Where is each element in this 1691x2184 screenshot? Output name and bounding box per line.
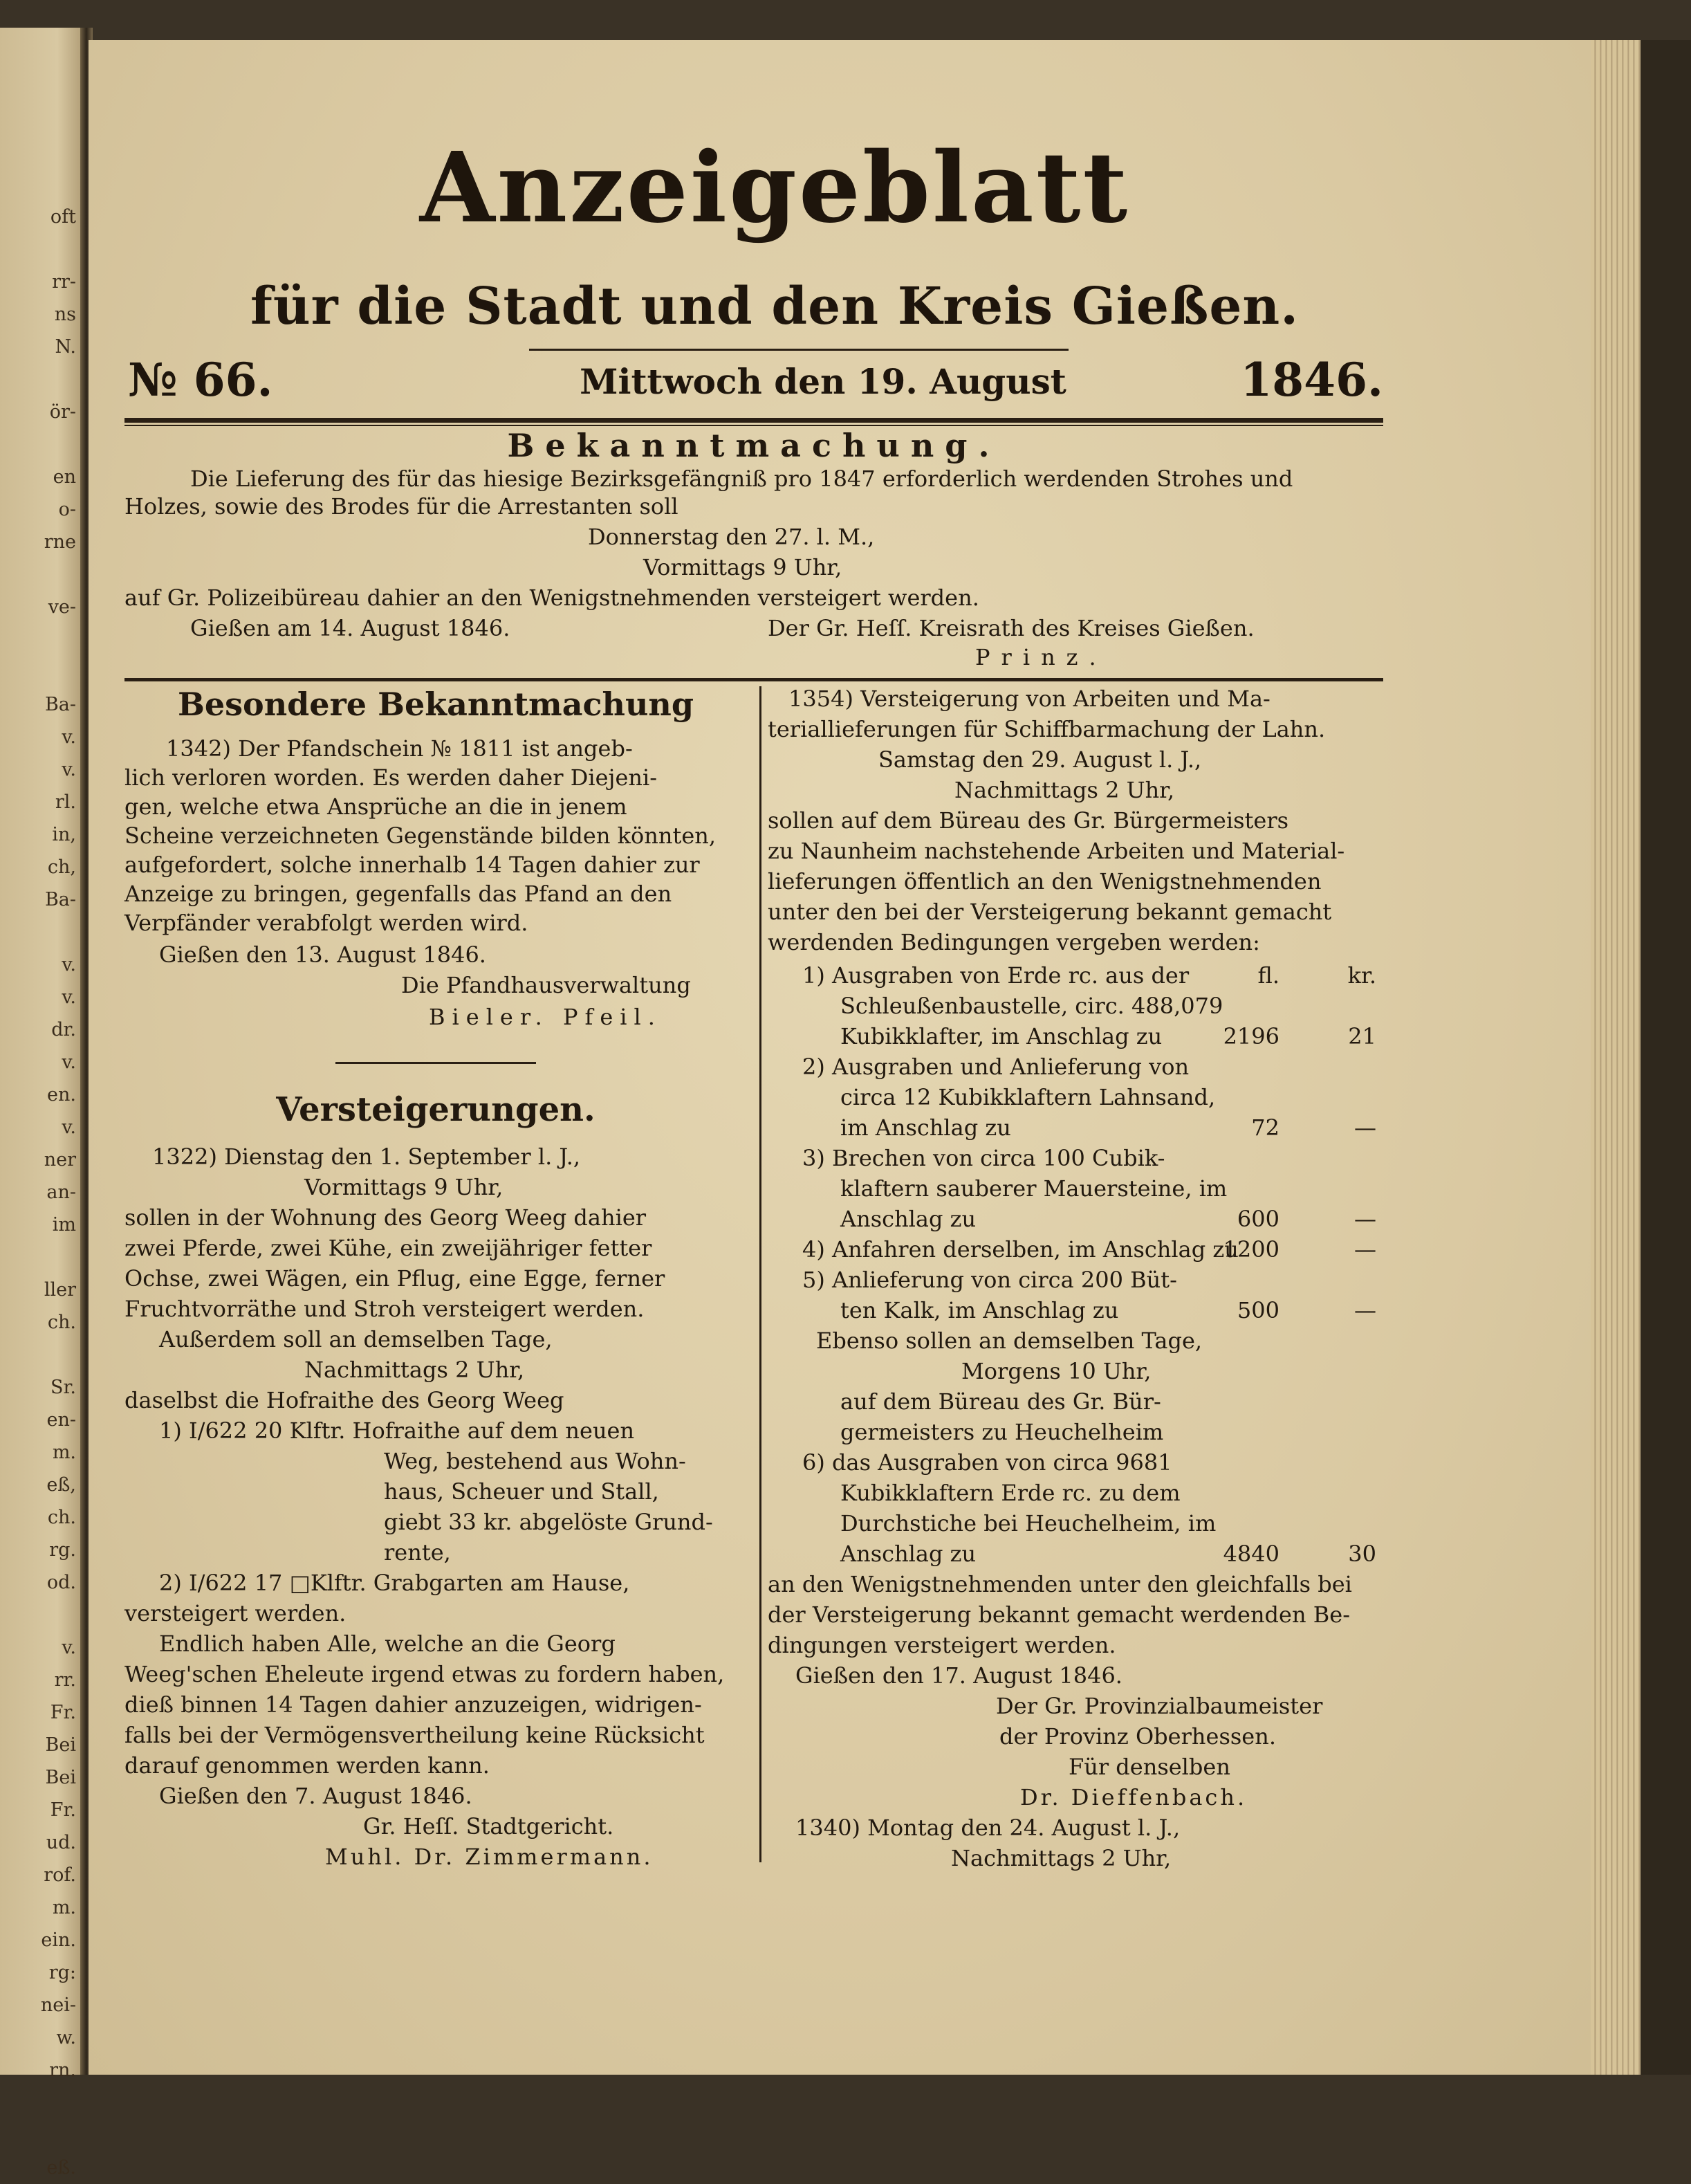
item-kr: — bbox=[1354, 1297, 1376, 1323]
margin-fragment: eß. bbox=[46, 2157, 76, 2178]
margin-fragment: v. bbox=[62, 726, 76, 748]
closing-line: der Versteigerung bekannt gemacht werdenden Be- bbox=[768, 1602, 1351, 1628]
issue-line bbox=[124, 353, 1383, 408]
auction-line: 1) I/622 20 Klftr. Hofraithe auf dem neuen bbox=[159, 1417, 635, 1444]
item-line: 6) das Ausgraben von circa 9681 bbox=[802, 1449, 1172, 1476]
special-notice-line: Anzeige zu bringen, gegenfalls das Pfand an den bbox=[124, 881, 672, 907]
margin-fragment: rg: bbox=[48, 1962, 76, 1983]
lahn-notice-line: werdenden Bedingungen vergeben werden: bbox=[768, 929, 1260, 955]
background-edge bbox=[1641, 40, 1691, 2075]
header-fl: fl. bbox=[1257, 962, 1279, 989]
notice-line: Donnerstag den 27. l. M., bbox=[588, 524, 875, 550]
closing-signer: Der Gr. Provinzialbaumeister bbox=[996, 1693, 1323, 1719]
margin-fragment bbox=[0, 2086, 76, 2119]
item-line: klaftern sauberer Mauersteine, im bbox=[840, 1175, 1228, 1202]
margin-fragment: v. bbox=[62, 1052, 76, 1073]
auction-line: Ochse, zwei Wägen, ein Pflug, eine Egge, ferner bbox=[124, 1265, 665, 1292]
lahn-notice-line: lieferungen öffentlich an den Wenigstnehmenden bbox=[768, 868, 1322, 894]
item-line: Durchstiche bei Heuchelheim, im bbox=[840, 1510, 1217, 1536]
auction-line: 1322) Dienstag den 1. September l. J., bbox=[152, 1144, 581, 1170]
margin-fragment: ve- bbox=[48, 596, 76, 618]
closing-line: dingungen versteigert werden. bbox=[768, 1632, 1116, 1658]
auction-line: Vormittags 9 Uhr, bbox=[304, 1174, 503, 1200]
facing-page-fragments bbox=[0, 201, 76, 2184]
margin-fragment: rn. bbox=[49, 2059, 76, 2081]
notice-line: Die Lieferung des für das hiesige Bezirksgefängniß pro 1847 erforderlich werdenden Strohes und bbox=[190, 466, 1293, 492]
margin-fragment: o- bbox=[58, 499, 76, 520]
issue-date: Mittwoch den 19. August bbox=[580, 361, 1066, 402]
margin-fragment: Bei bbox=[45, 1767, 76, 1788]
auction-court: Gr. Heſſ. Stadtgericht. bbox=[363, 1813, 614, 1839]
item-fl: 1200 bbox=[1223, 1236, 1279, 1263]
item-line: Anschlag zu bbox=[840, 1206, 977, 1232]
margin-fragment: ch. bbox=[47, 1507, 76, 1528]
heuchelheim-line: germeisters zu Heuchelheim bbox=[840, 1419, 1164, 1445]
item-line: Kubikklaftern Erde rc. zu dem bbox=[840, 1480, 1181, 1506]
margin-fragment: ller bbox=[44, 1279, 76, 1301]
auctions-heading: Versteigerungen. bbox=[276, 1090, 595, 1129]
special-notice-line: 1342) Der Pfandschein № 1811 ist angeb- bbox=[166, 735, 633, 762]
margin-fragment bbox=[0, 1599, 76, 1631]
heuchelheim-line: Morgens 10 Uhr, bbox=[961, 1358, 1152, 1384]
margin-fragment: v. bbox=[62, 1117, 76, 1138]
header-kr: kr. bbox=[1347, 962, 1376, 989]
item-line: 1) Ausgraben von Erde rc. aus der bbox=[802, 962, 1190, 989]
notice-signature: Prinz. bbox=[975, 644, 1107, 670]
issue-rule bbox=[529, 349, 1069, 351]
item-kr: — bbox=[1354, 1114, 1376, 1141]
notice-line: auf Gr. Polizeibüreau dahier an den Wenigstnehmenden versteigert werden. bbox=[124, 585, 979, 611]
margin-fragment: Bei bbox=[45, 1734, 76, 1756]
auction-line: Nachmittags 2 Uhr, bbox=[304, 1357, 525, 1383]
margin-fragment: v. bbox=[62, 987, 76, 1008]
auction-line: Weeg'schen Eheleute irgend etwas zu fordern haben, bbox=[124, 1661, 725, 1687]
item-line: 3) Brechen von circa 100 Cubik- bbox=[802, 1145, 1165, 1171]
next-notice-line: 1340) Montag den 24. August l. J., bbox=[795, 1815, 1181, 1841]
margin-fragment: ud. bbox=[46, 1832, 76, 1853]
margin-fragment bbox=[0, 233, 76, 266]
item-line: Anschlag zu bbox=[840, 1541, 977, 1567]
auction-line: falls bei der Vermögensvertheilung keine Rücksicht bbox=[124, 1722, 705, 1748]
auction-line: darauf genommen werden kann. bbox=[124, 1752, 490, 1779]
issue-number: № 66. bbox=[128, 353, 273, 407]
lahn-notice-line: Nachmittags 2 Uhr, bbox=[954, 777, 1175, 803]
margin-fragment bbox=[0, 2119, 76, 2151]
lahn-notice-line: zu Naunheim nachstehende Arbeiten und Material- bbox=[768, 838, 1345, 864]
notice-place-date: Gießen am 14. August 1846. bbox=[190, 615, 510, 641]
item-line: 5) Anlieferung von circa 200 Büt- bbox=[802, 1267, 1177, 1293]
item-line: Schleußenbaustelle, circ. 488,079 bbox=[840, 993, 1223, 1019]
margin-fragment: Ba- bbox=[44, 889, 76, 910]
margin-fragment: eß, bbox=[46, 1474, 76, 1496]
item-line: im Anschlag zu bbox=[840, 1114, 1011, 1141]
margin-fragment: oft bbox=[50, 206, 76, 228]
margin-fragment: Fr. bbox=[50, 1799, 76, 1821]
item-line: Kubikklafter, im Anschlag zu bbox=[840, 1023, 1163, 1049]
item-line: circa 12 Kubikklaftern Lahnsand, bbox=[840, 1084, 1216, 1110]
lahn-notice-line: 1354) Versteigerung von Arbeiten und Ma- bbox=[788, 686, 1270, 712]
auction-line: Weg, bestehend aus Wohn- bbox=[384, 1448, 686, 1474]
margin-fragment: ner bbox=[44, 1149, 76, 1171]
heuchelheim-line: Ebenso sollen an demselben Tage, bbox=[816, 1328, 1203, 1354]
margin-fragment: rne bbox=[44, 531, 76, 553]
facing-page-margin bbox=[0, 28, 89, 2178]
margin-fragment: Ba- bbox=[44, 694, 76, 715]
auction-signatures: Muhl. Dr. Zimmermann. bbox=[325, 1844, 654, 1870]
margin-fragment: an- bbox=[46, 1182, 76, 1203]
margin-fragment: od. bbox=[46, 1572, 76, 1593]
item-fl: 500 bbox=[1237, 1297, 1279, 1323]
page-stack-edge bbox=[1591, 40, 1641, 2075]
auction-line: giebt 33 kr. abgelöste Grund- bbox=[384, 1509, 713, 1535]
issue-year: 1846. bbox=[1240, 353, 1383, 407]
special-notice-line: aufgefordert, solche innerhalb 14 Tagen dahier zur bbox=[124, 852, 700, 878]
margin-fragment: m. bbox=[52, 1442, 76, 1463]
item-kr: — bbox=[1354, 1206, 1376, 1232]
auction-line: haus, Scheuer und Stall, bbox=[384, 1478, 659, 1505]
special-notice-signer: Die Pfandhausverwaltung bbox=[401, 972, 691, 998]
item-kr: 21 bbox=[1348, 1023, 1376, 1049]
notice-heading: Bekanntmachung. bbox=[507, 427, 1001, 464]
margin-fragment: Fr. bbox=[50, 1702, 76, 1723]
margin-fragment bbox=[0, 363, 76, 396]
special-notice-line: gen, welche etwa Ansprüche an die in jenem bbox=[124, 793, 627, 820]
special-notice-signatures: Bieler. Pfeil. bbox=[429, 1004, 662, 1030]
item-kr: — bbox=[1354, 1236, 1376, 1263]
special-notice-line: lich verloren worden. Es werden daher Diejeni- bbox=[124, 764, 658, 791]
margin-fragment bbox=[0, 656, 76, 688]
auction-line: Endlich haben Alle, welche an die Georg bbox=[159, 1631, 616, 1657]
margin-fragment: ein. bbox=[41, 1929, 76, 1951]
column-divider bbox=[759, 686, 761, 1862]
closing-signature: Dr. Dieffenbach. bbox=[1020, 1784, 1248, 1810]
auction-line: sollen in der Wohnung des Georg Weeg dahier bbox=[124, 1204, 647, 1231]
special-notice-line: Verpfänder verabfolgt werden wird. bbox=[124, 910, 528, 936]
auction-line: zwei Pferde, zwei Kühe, ein zweijähriger fetter bbox=[124, 1235, 652, 1261]
section-rule bbox=[124, 678, 1383, 681]
heuchelheim-line: auf dem Büreau des Gr. Bür- bbox=[840, 1388, 1161, 1415]
margin-fragment: rr- bbox=[52, 271, 76, 293]
notice-line: Vormittags 9 Uhr, bbox=[643, 554, 842, 580]
notice-line: Holzes, sowie des Brodes für die Arrestanten soll bbox=[124, 493, 678, 520]
closing-signer: der Provinz Oberhessen. bbox=[999, 1723, 1276, 1750]
auction-line: Außerdem soll an demselben Tage, bbox=[159, 1326, 553, 1352]
special-notice-line: Scheine verzeichneten Gegenstände bilden könnten, bbox=[124, 823, 717, 849]
margin-fragment: nei- bbox=[40, 1994, 76, 2016]
margin-fragment: v. bbox=[62, 759, 76, 780]
lahn-notice-line: sollen auf dem Büreau des Gr. Bürgermeisters bbox=[768, 807, 1289, 834]
auction-line: 2) I/622 17 □Klftr. Grabgarten am Hause, bbox=[159, 1570, 630, 1596]
margin-fragment: im bbox=[52, 1214, 76, 1236]
masthead-rule-thick bbox=[124, 418, 1383, 423]
margin-fragment: ch. bbox=[47, 1312, 76, 1333]
margin-fragment bbox=[0, 916, 76, 948]
margin-fragment bbox=[0, 1339, 76, 1371]
masthead-subtitle: für die Stadt und den Kreis Gießen. bbox=[250, 277, 1299, 336]
margin-fragment: rl. bbox=[55, 791, 76, 813]
closing-date: Gießen den 17. August 1846. bbox=[795, 1662, 1122, 1689]
margin-fragment: in, bbox=[52, 824, 76, 845]
margin-fragment: rr. bbox=[54, 1669, 76, 1691]
margin-fragment: en- bbox=[46, 1409, 76, 1431]
auction-line: versteigert werden. bbox=[124, 1600, 346, 1626]
margin-fragment: v. bbox=[62, 1637, 76, 1658]
margin-fragment bbox=[0, 1241, 76, 1274]
lahn-notice-line: unter den bei der Versteigerung bekannt gemacht bbox=[768, 899, 1332, 925]
section-short-rule bbox=[335, 1062, 536, 1064]
margin-fragment: rof. bbox=[44, 1864, 76, 1886]
auction-line: Fruchtvorräthe und Stroh versteigert werden. bbox=[124, 1296, 645, 1322]
margin-fragment: en. bbox=[47, 1084, 76, 1105]
notice-authority: Der Gr. Heſſ. Kreisrath des Kreises Gießen. bbox=[768, 615, 1255, 641]
margin-fragment: en bbox=[53, 466, 76, 488]
special-notice-heading: Besondere Bekanntmachung bbox=[177, 686, 694, 723]
margin-fragment bbox=[0, 428, 76, 461]
next-notice-line: Nachmittags 2 Uhr, bbox=[951, 1845, 1172, 1871]
special-notice-date: Gießen den 13. August 1846. bbox=[159, 942, 486, 968]
margin-fragment bbox=[0, 623, 76, 656]
lahn-notice-line: Samstag den 29. August l. J., bbox=[878, 746, 1202, 773]
closing-signer: Für denselben bbox=[1069, 1754, 1230, 1780]
margin-fragment bbox=[0, 558, 76, 591]
auction-line: rente, bbox=[384, 1539, 451, 1566]
margin-fragment: dr. bbox=[51, 1019, 76, 1040]
margin-fragment: ch, bbox=[47, 856, 76, 878]
margin-fragment: Sr. bbox=[50, 1377, 76, 1398]
margin-fragment: v. bbox=[62, 954, 76, 975]
item-fl: 72 bbox=[1251, 1114, 1279, 1141]
auction-line: daselbst die Hofraithe des Georg Weeg bbox=[124, 1387, 564, 1413]
margin-fragment: rg. bbox=[49, 1539, 76, 1561]
lahn-notice-line: teriallieferungen für Schiffbarmachung der Lahn. bbox=[768, 716, 1326, 742]
masthead-title: Anzeigeblatt bbox=[419, 131, 1130, 245]
auction-line: dieß binnen 14 Tagen dahier anzuzeigen, widrigen- bbox=[124, 1691, 702, 1718]
closing-line: an den Wenigstnehmenden unter den gleichfalls bei bbox=[768, 1571, 1352, 1597]
margin-fragment: m. bbox=[52, 1897, 76, 1918]
item-fl: 600 bbox=[1237, 1206, 1279, 1232]
margin-fragment: N. bbox=[55, 336, 76, 358]
item-line: 4) Anfahren derselben, im Anschlag zu bbox=[802, 1236, 1239, 1263]
margin-fragment: ns bbox=[54, 304, 76, 325]
item-kr: 30 bbox=[1348, 1541, 1376, 1567]
margin-fragment: w. bbox=[56, 2027, 76, 2048]
auction-date: Gießen den 7. August 1846. bbox=[159, 1783, 472, 1809]
margin-fragment: ör- bbox=[49, 401, 76, 423]
item-fl: 4840 bbox=[1223, 1541, 1279, 1567]
item-line: ten Kalk, im Anschlag zu bbox=[840, 1297, 1119, 1323]
item-fl: 2196 bbox=[1223, 1023, 1279, 1049]
item-line: 2) Ausgraben und Anlieferung von bbox=[802, 1054, 1190, 1080]
